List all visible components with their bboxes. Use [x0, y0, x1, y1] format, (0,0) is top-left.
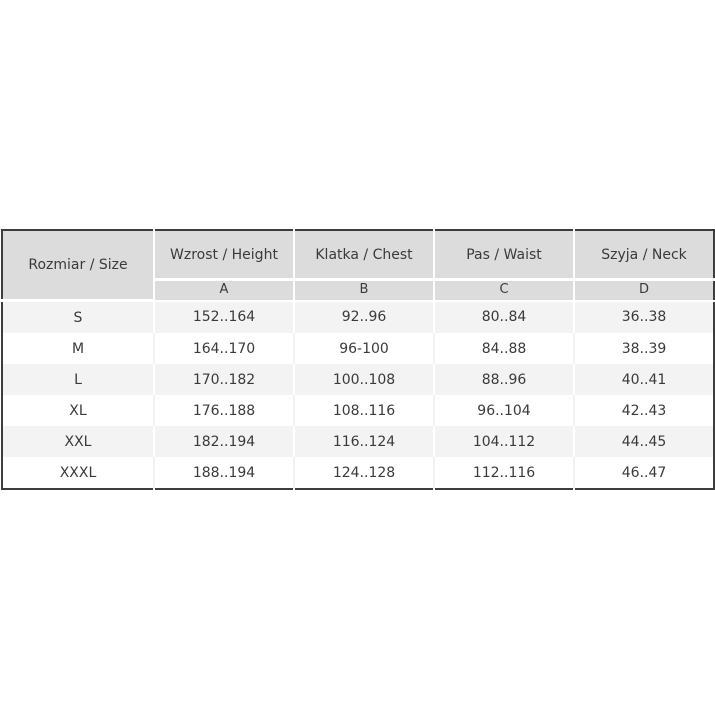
cell-waist: 96..104: [434, 395, 574, 426]
cell-height: 188..194: [154, 457, 294, 489]
cell-waist: 88..96: [434, 364, 574, 395]
cell-chest: 92..96: [294, 301, 434, 334]
size-chart-table: [1, 229, 715, 490]
table-row: [2, 301, 714, 334]
table-row: [2, 364, 714, 395]
subheader-b: B: [294, 280, 434, 301]
cell-size: XXXL: [2, 457, 154, 489]
cell-size: XL: [2, 395, 154, 426]
cell-chest: 116..124: [294, 426, 434, 457]
cell-chest: 96-100: [294, 333, 434, 364]
cell-height: 170..182: [154, 364, 294, 395]
cell-neck: 44..45: [574, 426, 714, 457]
header-row: [2, 230, 714, 280]
cell-neck: 36..38: [574, 301, 714, 334]
table-row: [2, 395, 714, 426]
cell-neck: 40..41: [574, 364, 714, 395]
cell-size: XXL: [2, 426, 154, 457]
subheader-d: D: [574, 280, 714, 301]
cell-neck: 46..47: [574, 457, 714, 489]
cell-size: L: [2, 364, 154, 395]
cell-neck: 42..43: [574, 395, 714, 426]
subheader-a: A: [154, 280, 294, 301]
table-row: [2, 333, 714, 364]
table-row: [2, 457, 714, 489]
cell-waist: 112..116: [434, 457, 574, 489]
cell-chest: 124..128: [294, 457, 434, 489]
header-waist: Pas / Waist: [434, 230, 574, 280]
cell-height: 164..170: [154, 333, 294, 364]
cell-size: S: [2, 301, 154, 334]
header-height: Wzrost / Height: [154, 230, 294, 280]
cell-waist: 104..112: [434, 426, 574, 457]
cell-chest: 100..108: [294, 364, 434, 395]
subheader-c: C: [434, 280, 574, 301]
header-chest: Klatka / Chest: [294, 230, 434, 280]
header-neck: Szyja / Neck: [574, 230, 714, 280]
cell-chest: 108..116: [294, 395, 434, 426]
cell-size: M: [2, 333, 154, 364]
cell-height: 152..164: [154, 301, 294, 334]
cell-waist: 84..88: [434, 333, 574, 364]
header-size: Rozmiar / Size: [2, 230, 154, 301]
cell-height: 176..188: [154, 395, 294, 426]
cell-height: 182..194: [154, 426, 294, 457]
cell-waist: 80..84: [434, 301, 574, 334]
table-row: [2, 426, 714, 457]
cell-neck: 38..39: [574, 333, 714, 364]
